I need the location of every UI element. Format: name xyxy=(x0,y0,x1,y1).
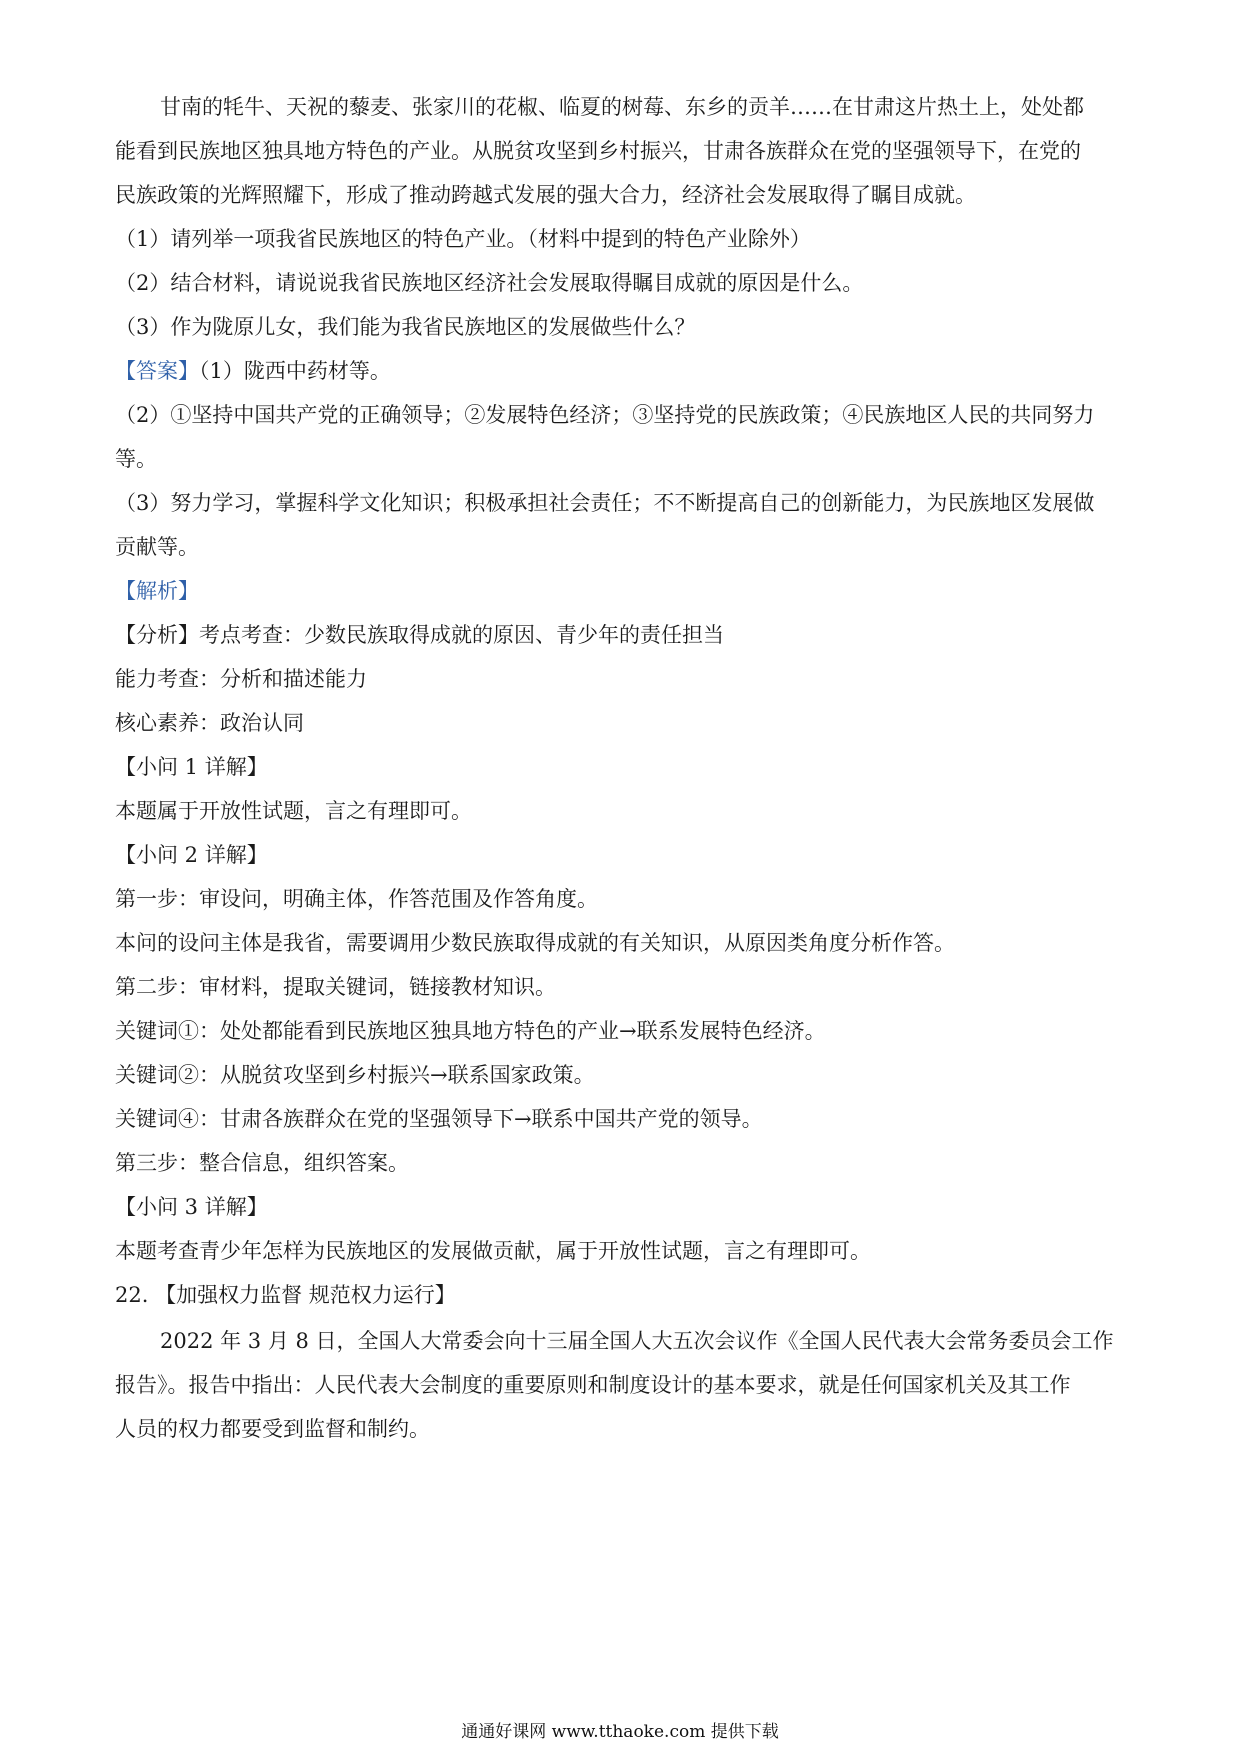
analysis-line: 本题属于开放性试题，言之有理即可。 xyxy=(115,799,472,823)
analysis-line: 第一步：审设问，明确主体，作答范围及作答角度。 xyxy=(115,887,598,911)
analysis-line: 【小问 2 详解】 xyxy=(115,843,268,867)
answer-tag: 【答案】 xyxy=(115,359,199,383)
page-footer: 通通好课网 www.tthaoke.com 提供下载 xyxy=(461,1722,779,1742)
answer-1: （1）陇西中药材等。 xyxy=(199,359,391,383)
analysis-line: 关键词④：甘肃各族群众在党的坚强领导下→联系中国共产党的领导。 xyxy=(115,1107,763,1131)
question-1: （1）请列举一项我省民族地区的特色产业。（材料中提到的特色产业除外） xyxy=(115,227,811,251)
answer-3-line-1: （3）努力学习，掌握科学文化知识；积极承担社会责任；不不断提高自己的创新能力，为民族地区发展做 xyxy=(115,491,1095,515)
analysis-line: 能力考查：分析和描述能力 xyxy=(115,667,367,691)
analysis-line: 【小问 3 详解】 xyxy=(115,1195,268,1219)
analysis-line: 本问的设问主体是我省，需要调用少数民族取得成就的有关知识，从原因类角度分析作答。 xyxy=(115,931,955,955)
analysis-tag: 【解析】 xyxy=(115,579,199,603)
analysis-line: 【分析】考点考查：少数民族取得成就的原因、青少年的责任担当 xyxy=(115,623,724,647)
analysis-line: 关键词②：从脱贫攻坚到乡村振兴→联系国家政策。 xyxy=(115,1063,595,1087)
material-line: 民族政策的光辉照耀下，形成了推动跨越式发展的强大合力，经济社会发展取得了瞩目成就。 xyxy=(115,183,976,207)
analysis-line: 【小问 1 详解】 xyxy=(115,755,268,779)
analysis-line: 第三步：整合信息，组织答案。 xyxy=(115,1151,409,1175)
question-22-line: 人员的权力都要受到监督和制约。 xyxy=(115,1417,430,1441)
question-22-line: 报告》。报告中指出：人民代表大会制度的重要原则和制度设计的基本要求，就是任何国家机关及其工作 xyxy=(115,1373,1071,1397)
material-line: 甘南的牦牛、天祝的藜麦、张家川的花椒、临夏的树莓、东乡的贡羊……在甘肃这片热土上，处处都 xyxy=(160,95,1084,119)
answer-3-line-2: 贡献等。 xyxy=(115,535,199,559)
analysis-line: 本题考查青少年怎样为民族地区的发展做贡献，属于开放性试题，言之有理即可。 xyxy=(115,1239,871,1263)
answer-2-line-1: （2）①坚持中国共产党的正确领导；②发展特色经济；③坚持党的民族政策；④民族地区人民的共同努力 xyxy=(115,403,1095,427)
answer-line-1 xyxy=(115,356,1130,386)
analysis-line: 核心素养：政治认同 xyxy=(115,711,304,735)
analysis-line: 第二步：审材料，提取关键词，链接教材知识。 xyxy=(115,975,556,999)
question-22-title: 22. 【加强权力监督 规范权力运行】 xyxy=(115,1283,456,1307)
analysis-line: 关键词①：处处都能看到民族地区独具地方特色的产业→联系发展特色经济。 xyxy=(115,1019,826,1043)
question-2: （2）结合材料，请说说我省民族地区经济社会发展取得瞩目成就的原因是什么。 xyxy=(115,271,864,295)
question-22-line: 2022 年 3 月 8 日，全国人大常委会向十三届全国人大五次会议作《全国人民代表大会常务委员会工作 xyxy=(160,1329,1114,1353)
question-3: （3）作为陇原儿女，我们能为我省民族地区的发展做些什么？ xyxy=(115,315,696,339)
material-line: 能看到民族地区独具地方特色的产业。从脱贫攻坚到乡村振兴，甘肃各族群众在党的坚强领导下，在党的 xyxy=(115,139,1081,163)
answer-2-line-2: 等。 xyxy=(115,447,157,471)
